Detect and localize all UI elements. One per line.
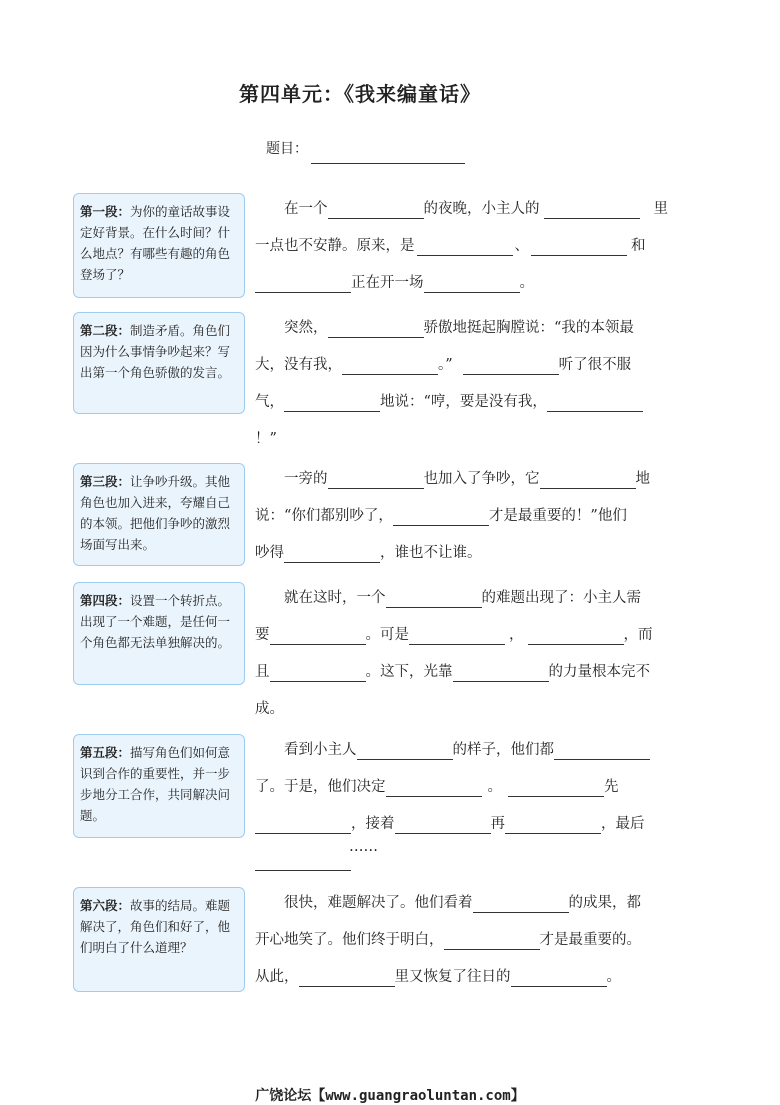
text: 。 (519, 275, 534, 291)
prompt-label: 第四段： (80, 593, 131, 608)
text: 很快，难题解决了。他们看着 (284, 895, 473, 911)
text: 成。 (255, 701, 284, 717)
blank[interactable] (393, 503, 489, 526)
text: 。 (487, 779, 502, 795)
paragraph-5 (255, 732, 655, 880)
blank[interactable] (508, 774, 604, 797)
blank[interactable] (386, 774, 482, 797)
prompt-label: 第一段： (80, 204, 131, 219)
text: ，接着 (351, 816, 395, 832)
blank[interactable] (463, 352, 559, 375)
blank[interactable] (547, 389, 643, 412)
blank[interactable] (453, 659, 549, 682)
text: ，最后 (601, 816, 645, 832)
prompt-box-4 (73, 582, 245, 685)
text: 。可是 (365, 627, 409, 643)
text: 再 (490, 816, 505, 832)
text: 从此， (255, 969, 299, 985)
text: 了。于是，他们决定 (255, 779, 386, 795)
prompt-text: 故事的结局。难题解决了，角色们和好了，他们明白了什么道理？ (80, 898, 231, 955)
prompt-label: 第二段： (80, 323, 131, 338)
blank[interactable] (417, 233, 513, 256)
prompt-box-3 (73, 463, 245, 566)
prompt-box-1 (73, 193, 245, 298)
text: 、 (514, 238, 529, 254)
blank[interactable] (255, 811, 351, 834)
text: 也加入了争吵，它 (423, 471, 540, 487)
text: 突然， (284, 320, 328, 336)
footer-source: 广饶论坛【www.guangraoluntan.com】 (255, 1088, 525, 1104)
text: 气， (255, 394, 284, 410)
blank[interactable] (554, 737, 650, 760)
text: 且 (255, 664, 270, 680)
text: ，而 (623, 627, 653, 643)
text: 才是最重要的。 (539, 932, 641, 948)
paragraph-2 (255, 310, 655, 458)
text: 的样子，他们都 (452, 742, 554, 758)
blank[interactable] (255, 270, 351, 293)
prompt-text: 让争吵升级。其他角色也加入进来，夸耀自己的本领。把他们争吵的激烈场面写出来。 (80, 474, 231, 552)
blank[interactable] (505, 811, 601, 834)
paragraph-1 (255, 191, 668, 302)
text: 一旁的 (284, 471, 328, 487)
text: 地说：“哼，要是没有我， (380, 394, 547, 410)
prompt-text: 描写角色们如何意识到合作的重要性，并一步步地分工合作，共同解决问题。 (80, 745, 231, 823)
prompt-text: 设置一个转折点。出现了一个难题，是任何一个角色都无法单独解决的。 (80, 593, 231, 650)
blank[interactable] (528, 622, 624, 645)
text: ！” (255, 431, 277, 447)
prompt-box-6 (73, 887, 245, 992)
prompt-text: 制造矛盾。角色们因为什么事情争吵起来？写出第一个角色骄傲的发言。 (80, 323, 231, 380)
paragraph-6 (255, 885, 655, 996)
text: 看到小主人 (284, 742, 357, 758)
text: 里又恢复了往日的 (394, 969, 511, 985)
blank[interactable] (540, 466, 636, 489)
text: ， (509, 627, 524, 643)
prompt-box-2 (73, 312, 245, 414)
blank[interactable] (342, 352, 438, 375)
prompt-label: 第六段： (80, 898, 131, 913)
text: 在一个 (284, 201, 328, 217)
paragraph-3 (255, 461, 655, 572)
text: 的夜晚，小主人的 (423, 201, 540, 217)
blank[interactable] (473, 890, 569, 913)
blank[interactable] (511, 964, 607, 987)
paragraph-4 (255, 580, 655, 728)
text: 吵得 (255, 545, 284, 561)
blank[interactable] (444, 927, 540, 950)
text: ，谁也不让谁。 (380, 545, 482, 561)
text: 大，没有我， (255, 357, 342, 373)
topic-blank[interactable] (311, 163, 465, 164)
blank[interactable] (531, 233, 627, 256)
text: 骄傲地挺起胸膛说：“我的本领最 (423, 320, 634, 336)
text: 就在这时，一个 (284, 590, 386, 606)
blank[interactable] (409, 622, 505, 645)
topic-label: 题目： (266, 141, 308, 157)
blank[interactable] (299, 964, 395, 987)
blank[interactable] (424, 270, 520, 293)
blank[interactable] (328, 196, 424, 219)
text: 听了很不服 (558, 357, 632, 373)
blank[interactable] (284, 389, 380, 412)
text: 和 (631, 238, 646, 254)
blank[interactable] (284, 540, 380, 563)
prompt-box-5 (73, 734, 245, 838)
text: 里 (653, 201, 668, 217)
text: 地 (635, 471, 650, 487)
prompt-label: 第五段： (80, 745, 131, 760)
blank[interactable] (270, 622, 366, 645)
text: 要 (255, 627, 270, 643)
blank[interactable] (357, 737, 453, 760)
blank[interactable] (544, 196, 640, 219)
text: 。 (606, 969, 621, 985)
blank[interactable] (328, 466, 424, 489)
blank[interactable] (328, 315, 424, 338)
text: 的力量根本完不 (548, 664, 650, 680)
text: 才是最重要的！”他们 (488, 508, 627, 524)
prompt-text: 为你的童话故事设定好背景。在什么时间？什么地点？有哪些有趣的角色登场了？ (80, 204, 231, 282)
prompt-label: 第三段： (80, 474, 131, 489)
text: 一点也不安静。原来，是 (255, 238, 415, 254)
text: 说：“你们都别吵了， (255, 508, 393, 524)
text: …… (349, 839, 378, 855)
text: 开心地笑了。他们终于明白， (255, 932, 444, 948)
text: 的难题出现了：小主人需 (481, 590, 641, 606)
blank[interactable] (395, 811, 491, 834)
blank[interactable] (270, 659, 366, 682)
page-title: 第四单元：《我来编童话》 (239, 82, 481, 106)
blank[interactable] (255, 848, 351, 871)
text: 。这下，光靠 (365, 664, 453, 680)
text: 正在开一场 (351, 275, 424, 291)
blank[interactable] (386, 585, 482, 608)
text: 的成果，都 (568, 895, 641, 911)
text: 。” (438, 357, 453, 373)
text: 先 (604, 779, 619, 795)
